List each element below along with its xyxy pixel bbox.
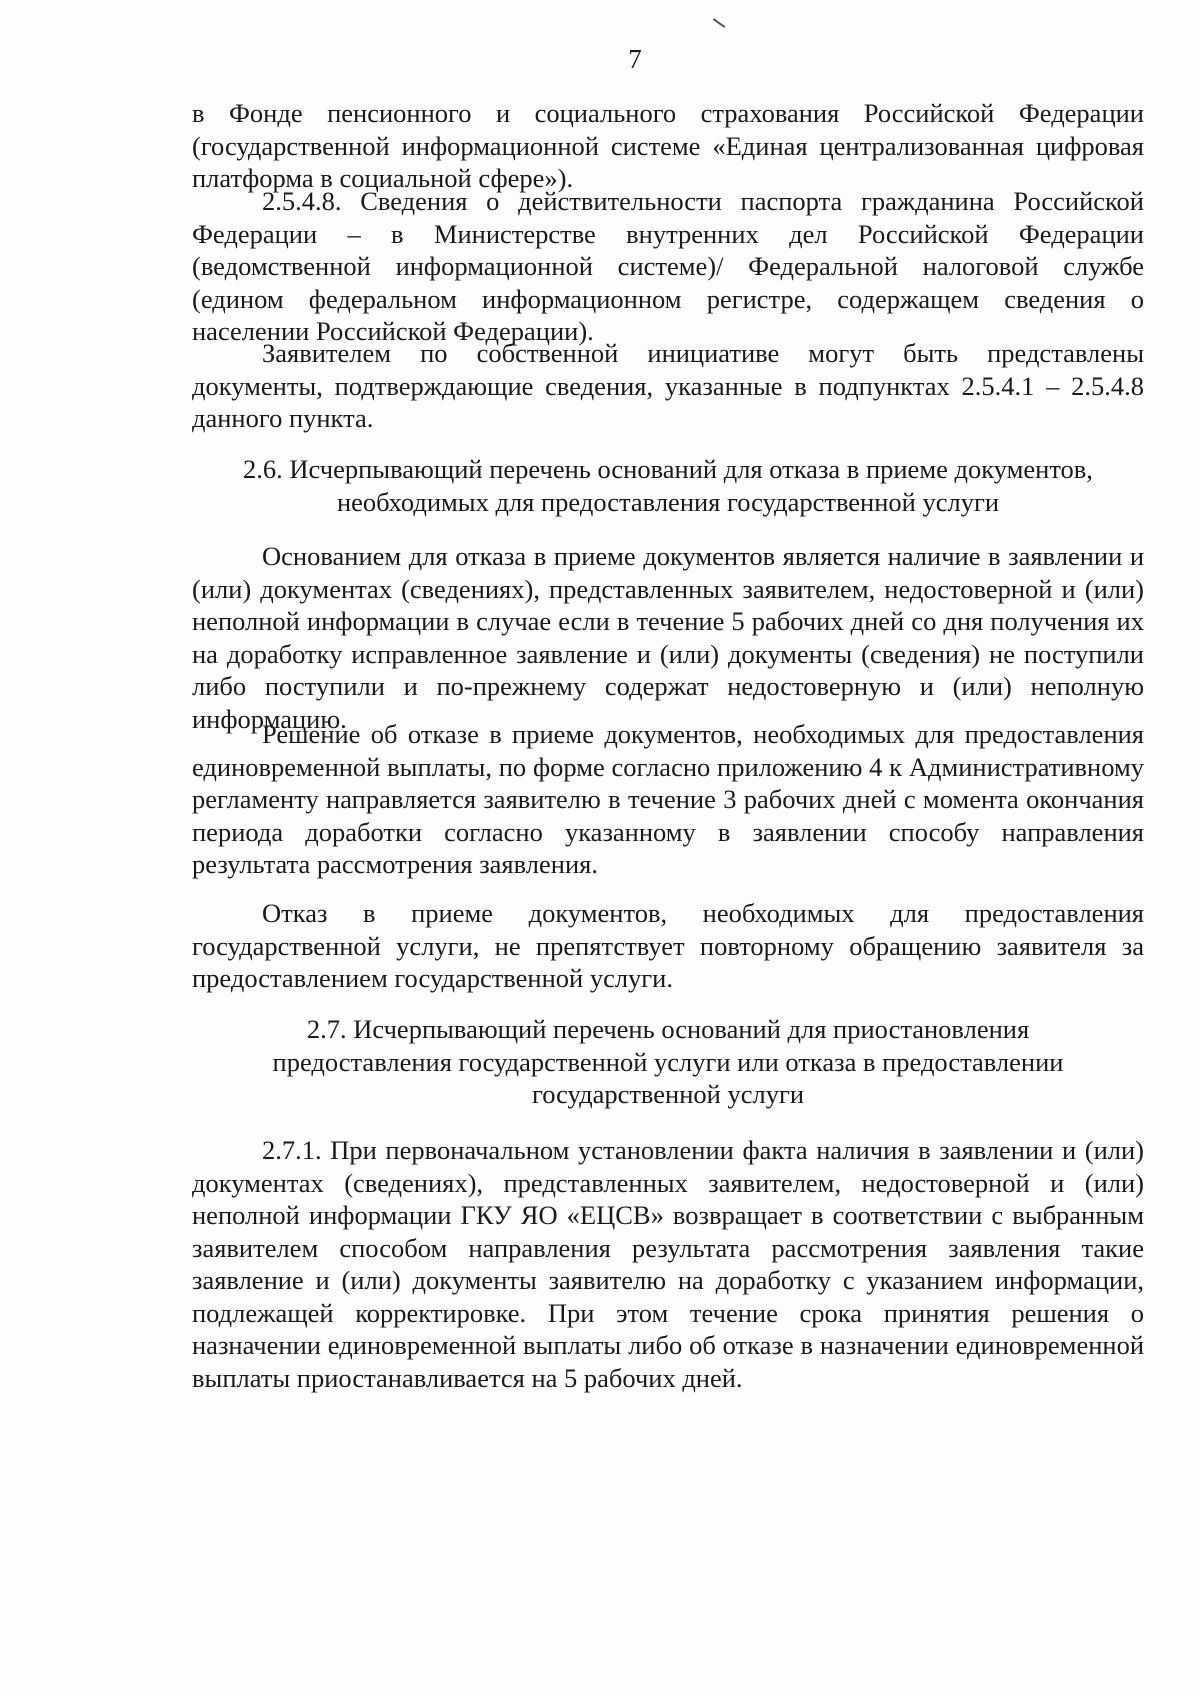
- paragraph-refusal-grounds: Основанием для отказа в приеме документов является наличие в заявлении и (или) документах (сведениях), представленных заявителем, недостоверной и (или) неполной информации в случае если в течение 5 рабочих дней со дня получения их на доработку исправленное заявление и (или) документы (сведения) не поступили либо поступили и по-прежнему содержат недостоверную и (или) неполную информацию.: [192, 541, 1144, 734]
- paragraph-refusal-not-obstacle: Отказ в приеме документов, необходимых для предоставления государственной услуги, не препятствует повторному обращению заявителя за предоставлением государственной услуги.: [192, 898, 1144, 993]
- scan-artifact-mark: [713, 18, 726, 28]
- paragraph-2-7-1: 2.7.1. При первоначальном установлении факта наличия в заявлении и (или) документах (сведениях), представленных заявителем, недостоверной и (или) неполной информации ГКУ ЯО «ЕЦСВ» возвращает в соответствии с выбранным заявителем способом направления результата рассмотрения заявления такие заявление и (или) документы заявителю на доработку с указанием информации, подлежащей корректировке. При этом течение срока принятия решения о назначении единовременной выплаты либо об отказе в назначении единовременной выплаты приостанавливается на 5 рабочих дней.: [192, 1135, 1144, 1393]
- section-heading-2-6-line1: 2.6. Исчерпывающий перечень оснований для отказа в приеме документов,: [243, 454, 1093, 484]
- section-heading-2-7-line1: 2.7. Исчерпывающий перечень оснований для приостановления: [306, 1014, 1030, 1044]
- section-heading-2-7-line2: предоставления государственной услуги или отказа в предоставлении: [272, 1046, 1064, 1077]
- section-heading-2-6: [192, 453, 1144, 518]
- section-heading-2-7: [192, 1013, 1144, 1111]
- paragraph-continuation: в Фонде пенсионного и социального страхования Российской Федерации (государственной информационной системе «Единая централизованная цифровая платформа в социальной сфере»).: [192, 98, 1144, 193]
- paragraph-applicant-initiative: Заявителем по собственной инициативе могут быть представлены документы, подтверждающие сведения, указанные в подпунктах 2.5.4.1 – 2.5.4.8 данного пункта.: [192, 338, 1144, 433]
- paragraph-refusal-decision: Решение об отказе в приеме документов, необходимых для предоставления единовременной выплаты, по форме согласно приложению 4 к Административному регламенту направляется заявителю в течение 3 рабочих дней с момента окончания периода доработки согласно указанному в заявлении способу направления результата рассмотрения заявления.: [192, 719, 1144, 879]
- page-number: 7: [628, 44, 642, 74]
- paragraph-2-5-4-8: 2.5.4.8. Сведения о действительности паспорта гражданина Российской Федерации – в Министерстве внутренних дел Российской Федерации (ведомственной информационной системе)/ Федеральной налоговой службе (едином федеральном информационном регистре, содержащем сведения о населении Российской Федерации).: [192, 186, 1144, 346]
- section-heading-2-6-line2: необходимых для предоставления государственной услуги: [336, 486, 1000, 517]
- section-heading-2-7-line3: государственной услуги: [531, 1079, 805, 1109]
